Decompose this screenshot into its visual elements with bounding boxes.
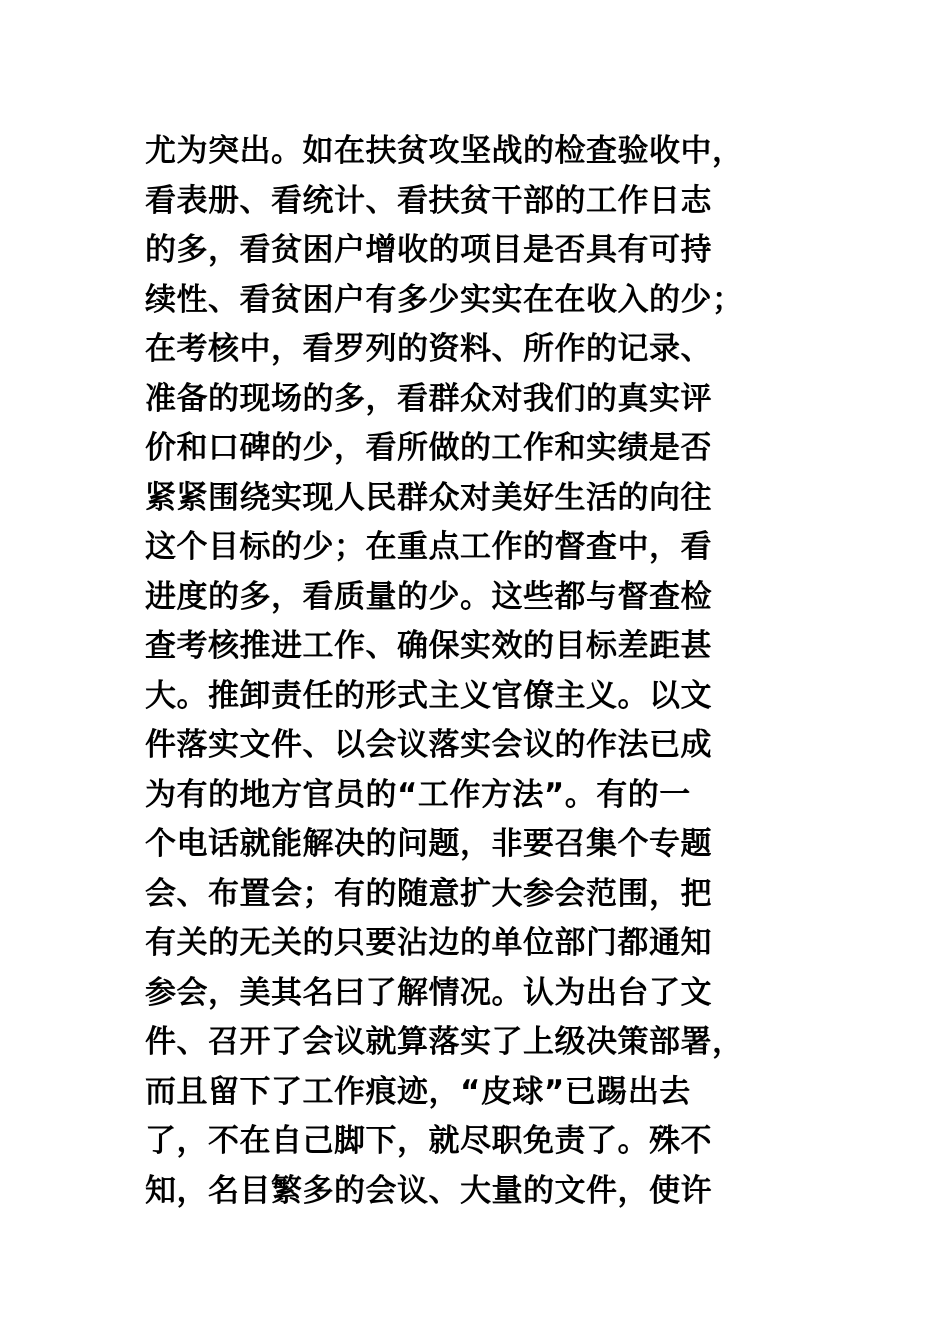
text-line: 有关的无关的只要沾边的单位部门都通知 xyxy=(145,925,712,961)
text-line: 紧紧围绕实现人民群众对美好生活的向往 xyxy=(145,479,712,516)
text-line: 参会，美其名曰了解情况。认为出台了文 xyxy=(145,974,712,1011)
text-line: 价和口碑的少，看所做的工作和实绩是否 xyxy=(145,430,712,466)
text-line: 准备的现场的多，看群众对我们的真实评 xyxy=(145,380,712,417)
text-line: 个电话就能解决的问题，非要召集个专题 xyxy=(145,826,712,862)
text-line: 会、布置会；有的随意扩大参会范围，把 xyxy=(145,875,712,912)
text-line: 这个目标的少；在重点工作的督查中，看 xyxy=(145,529,712,565)
text-line: 知，名目繁多的会议、大量的文件，使许 xyxy=(145,1172,712,1209)
text-line: 而且留下了工作痕迹，“皮球”已踢出去 xyxy=(145,1073,691,1110)
text-line: 查考核推进工作、确保实效的目标差距甚 xyxy=(145,628,712,664)
text-line: 的多，看贫困户增收的项目是否具有可持 xyxy=(145,232,712,268)
text-line: 在考核中，看罗列的资料、所作的记录、 xyxy=(145,331,712,367)
text-line: 尤为突出。如在扶贫攻坚战的检查验收中， xyxy=(145,133,744,169)
text-line: 看表册、看统计、看扶贫干部的工作日志 xyxy=(145,182,712,219)
text-line: 为有的地方官员的“工作方法”。有的一 xyxy=(145,776,691,813)
text-line: 进度的多，看质量的少。这些都与督查检 xyxy=(145,578,712,615)
text-line: 了，不在自己脚下，就尽职免责了。殊不 xyxy=(145,1123,712,1159)
text-line: 件落实文件、以会议落实会议的作法已成 xyxy=(145,727,712,763)
text-line: 续性、看贫困户有多少实实在在收入的少； xyxy=(145,281,744,318)
text-line: 件、召开了会议就算落实了上级决策部署， xyxy=(145,1024,744,1060)
text-line: 大。推卸责任的形式主义官僚主义。以文 xyxy=(145,677,712,714)
body-text xyxy=(145,127,805,1216)
